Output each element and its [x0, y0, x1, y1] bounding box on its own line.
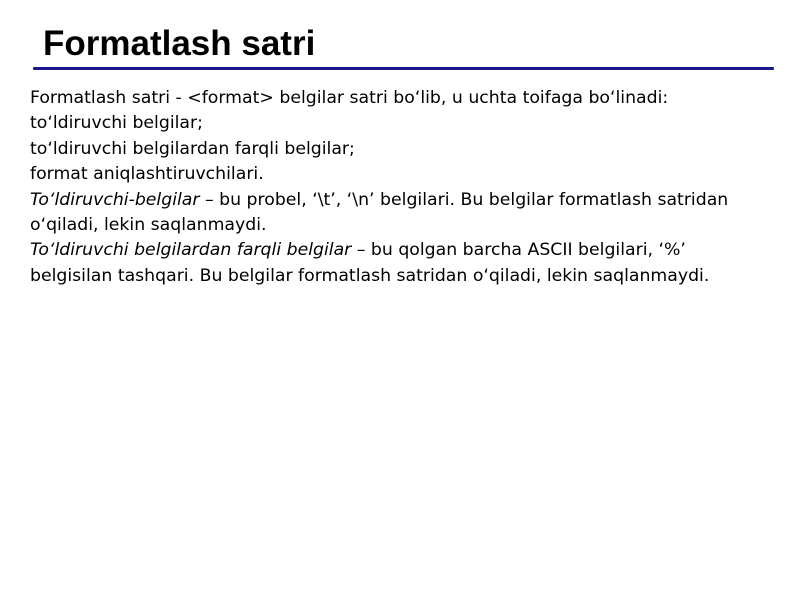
paragraph-1-text: – bu probel, ‘\t’, ‘\n’ belgilari. Bu belgilar formatlash satridan: [199, 189, 729, 210]
title-underline: [33, 67, 774, 70]
category-item-2: to‘ldiruvchi belgilardan farqli belgilar;: [30, 138, 355, 159]
paragraph-2-text: – bu qolgan barcha ASCII belgilari, ‘%’: [351, 240, 686, 261]
slide-body: [30, 86, 775, 289]
category-item-1: to‘ldiruvchi belgilar;: [30, 113, 203, 134]
paragraph-2-line-1: [30, 238, 775, 263]
paragraph-1-line-1: [30, 188, 775, 213]
paragraph-1-term: To‘ldiruvchi-belgilar: [30, 189, 200, 210]
paragraph-2-line-2: belgisilan tashqari. Bu belgilar formatlash satridan o‘qiladi, lekin saqlanmaydi.: [30, 265, 710, 286]
paragraph-2-term: To‘ldiruvchi belgilardan farqli belgilar: [30, 240, 352, 261]
paragraph-1-line-2: o‘qiladi, lekin saqlanmaydi.: [30, 215, 267, 236]
category-item-3: format aniqlashtiruvchilari.: [30, 164, 264, 185]
slide-title: Formatlash satri: [43, 24, 316, 63]
intro-line: Formatlash satri - <format> belgilar satri bo‘lib, u uchta toifaga bo‘linadi:: [30, 88, 669, 108]
